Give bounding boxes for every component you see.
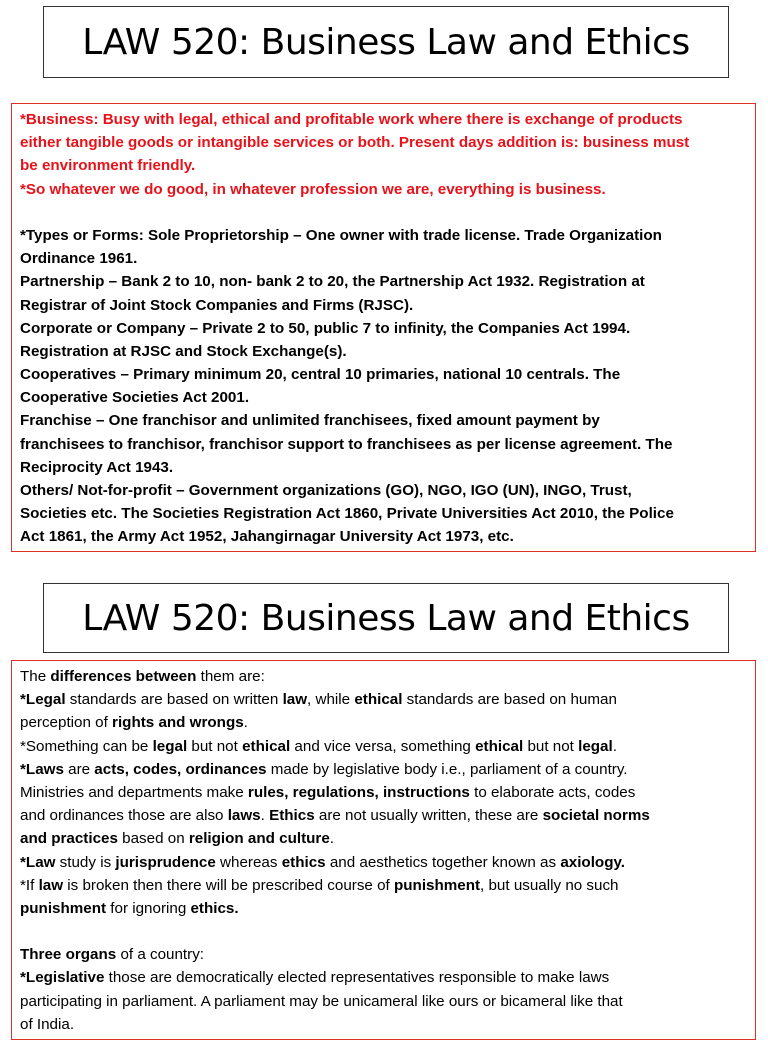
text-run: . bbox=[329, 830, 335, 848]
text-run: , while bbox=[307, 691, 355, 709]
bold-term: *Laws bbox=[20, 760, 64, 778]
text-run: them are: bbox=[196, 668, 265, 685]
slide-2-line bbox=[20, 897, 749, 920]
slide-2-line bbox=[20, 758, 749, 781]
slide-1-line: Partnership – Bank 2 to 10, non- bank 2 to 20, the Partnership Act 1932. Registration at bbox=[20, 273, 645, 291]
bold-term: Ethics bbox=[269, 807, 315, 825]
slide-1-line bbox=[20, 201, 749, 224]
text-run: . bbox=[243, 714, 248, 732]
slide-2-line bbox=[20, 943, 749, 966]
text-run: are not usually written, these are bbox=[314, 807, 543, 825]
text-run: . bbox=[612, 737, 617, 755]
slide-1-line: either tangible goods or intangible services or both. Present days addition is: business must bbox=[20, 134, 690, 152]
slide-2-title: LAW 520: Business Law and Ethics bbox=[43, 583, 729, 653]
bold-term: societal norms bbox=[542, 807, 650, 825]
slide-2-content bbox=[11, 660, 756, 1040]
text-run: *If bbox=[20, 876, 39, 894]
bold-term: ethical bbox=[354, 691, 403, 709]
text-run: of India. bbox=[20, 1015, 75, 1033]
bold-term: legal bbox=[578, 737, 613, 755]
text-run: standards are based on written bbox=[65, 691, 283, 709]
bold-term: ethics. bbox=[190, 899, 239, 917]
text-run: standards are based on human bbox=[402, 691, 617, 709]
slide-1-line: Act 1861, the Army Act 1952, Jahangirnagar University Act 1973, etc. bbox=[20, 528, 514, 546]
slide-1-line: franchisees to franchisor, franchisor support to franchisees as per license agreement. The bbox=[20, 435, 673, 453]
slide-1-line: Others/ Not-for-profit – Government organizations (GO), NGO, IGO (UN), INGO, Trust, bbox=[20, 482, 632, 499]
text-run: and ordinances those are also bbox=[20, 807, 228, 825]
bold-term: law bbox=[38, 876, 64, 894]
slide-1-line: Cooperative Societies Act 2001. bbox=[20, 389, 250, 407]
slide-2-line bbox=[20, 827, 749, 850]
text-run: *Something can be bbox=[20, 737, 153, 755]
text-run: for ignoring bbox=[106, 899, 191, 917]
text-run: participating in parliament. A parliament may be unicameral like ours or bicameral like that bbox=[20, 992, 623, 1010]
bold-term: rights and wrongs bbox=[112, 714, 244, 732]
text-run: is broken then there will be prescribed course of bbox=[63, 876, 394, 894]
text-run: perception of bbox=[20, 714, 113, 732]
slide-2-line bbox=[20, 665, 749, 688]
slide-1-line: Corporate or Company – Private 2 to 50, public 7 to infinity, the Companies Act 1994. bbox=[20, 319, 631, 337]
bold-term: *Legislative bbox=[20, 969, 105, 987]
text-run: whereas bbox=[215, 853, 282, 871]
slide-1-line: Societies etc. The Societies Registration Act 1860, Private Universities Act 2010, the Police bbox=[20, 505, 674, 523]
slide-1-line: *Business: Busy with legal, ethical and profitable work where there is exchange of products bbox=[20, 111, 683, 128]
bold-term: law bbox=[282, 691, 308, 709]
bold-term: rules, regulations, instructions bbox=[247, 783, 470, 801]
text-run: . bbox=[260, 807, 270, 825]
bold-term: laws bbox=[227, 807, 261, 825]
slide-2-line bbox=[20, 1013, 749, 1036]
slide-2-line bbox=[20, 735, 749, 758]
text-run: those are democratically elected representatives responsible to make laws bbox=[104, 969, 610, 987]
slide-2-line bbox=[20, 711, 749, 734]
bold-term: axiology. bbox=[560, 853, 626, 871]
bold-term: punishment bbox=[20, 899, 107, 917]
slide-1-line: *So whatever we do good, in whatever profession we are, everything is business. bbox=[20, 180, 606, 198]
slide-2-line bbox=[20, 688, 749, 711]
slide-2-line bbox=[20, 874, 749, 897]
slide-1-line: Registrar of Joint Stock Companies and Firms (RJSC). bbox=[20, 296, 414, 314]
slide-1-line: be environment friendly. bbox=[20, 157, 196, 175]
slide-2-line bbox=[20, 781, 749, 804]
text-run: made by legislative body i.e., parliament of a country. bbox=[266, 760, 628, 778]
slide-2-line bbox=[20, 804, 749, 827]
text-run: , but usually no such bbox=[480, 876, 619, 894]
bold-term: *Legal bbox=[20, 691, 66, 709]
bold-term: acts, codes, ordinances bbox=[94, 760, 267, 778]
slide-1-title: LAW 520: Business Law and Ethics bbox=[43, 6, 729, 78]
text-run: The bbox=[20, 668, 51, 685]
bold-term: ethical bbox=[475, 737, 524, 755]
text-run: based on bbox=[117, 830, 189, 848]
bold-term: *Law bbox=[20, 853, 56, 871]
slide-1-line: Cooperatives – Primary minimum 20, central 10 primaries, national 10 centrals. The bbox=[20, 366, 621, 384]
slide-2-line bbox=[20, 966, 749, 989]
text-run: of a country: bbox=[116, 946, 205, 964]
slide-2-line bbox=[20, 920, 749, 943]
slide-1-line: Ordinance 1961. bbox=[20, 250, 138, 268]
bold-term: Three organs bbox=[20, 946, 117, 964]
bold-term: jurisprudence bbox=[115, 853, 216, 871]
text-run: study is bbox=[55, 853, 116, 871]
text-run: are bbox=[63, 760, 95, 778]
bold-term: and practices bbox=[20, 830, 118, 848]
slide-1-line: Registration at RJSC and Stock Exchange(s). bbox=[20, 342, 347, 360]
slide-1-line: Reciprocity Act 1943. bbox=[20, 458, 174, 476]
text-run: Ministries and departments make bbox=[20, 783, 248, 801]
bold-term: religion and culture bbox=[188, 830, 330, 848]
text-run: and vice versa, something bbox=[290, 737, 476, 755]
text-run: but not bbox=[523, 737, 579, 755]
text-run: but not bbox=[187, 737, 243, 755]
bold-term: ethics bbox=[281, 853, 326, 871]
slide-1-line: Franchise – One franchisor and unlimited franchisees, fixed amount payment by bbox=[20, 412, 600, 430]
slide-2-line bbox=[20, 851, 749, 874]
bold-term: punishment bbox=[393, 876, 481, 894]
text-run: to elaborate acts, codes bbox=[469, 783, 636, 801]
bold-term: differences between bbox=[50, 668, 197, 685]
slide-1-content bbox=[11, 103, 756, 552]
slide-2-line bbox=[20, 990, 749, 1013]
slide-1-line: *Types or Forms: Sole Proprietorship – One owner with trade license. Trade Organization bbox=[20, 226, 662, 244]
text-run: and aesthetics together known as bbox=[325, 853, 561, 871]
bold-term: legal bbox=[152, 737, 188, 755]
bold-term: ethical bbox=[242, 737, 291, 755]
